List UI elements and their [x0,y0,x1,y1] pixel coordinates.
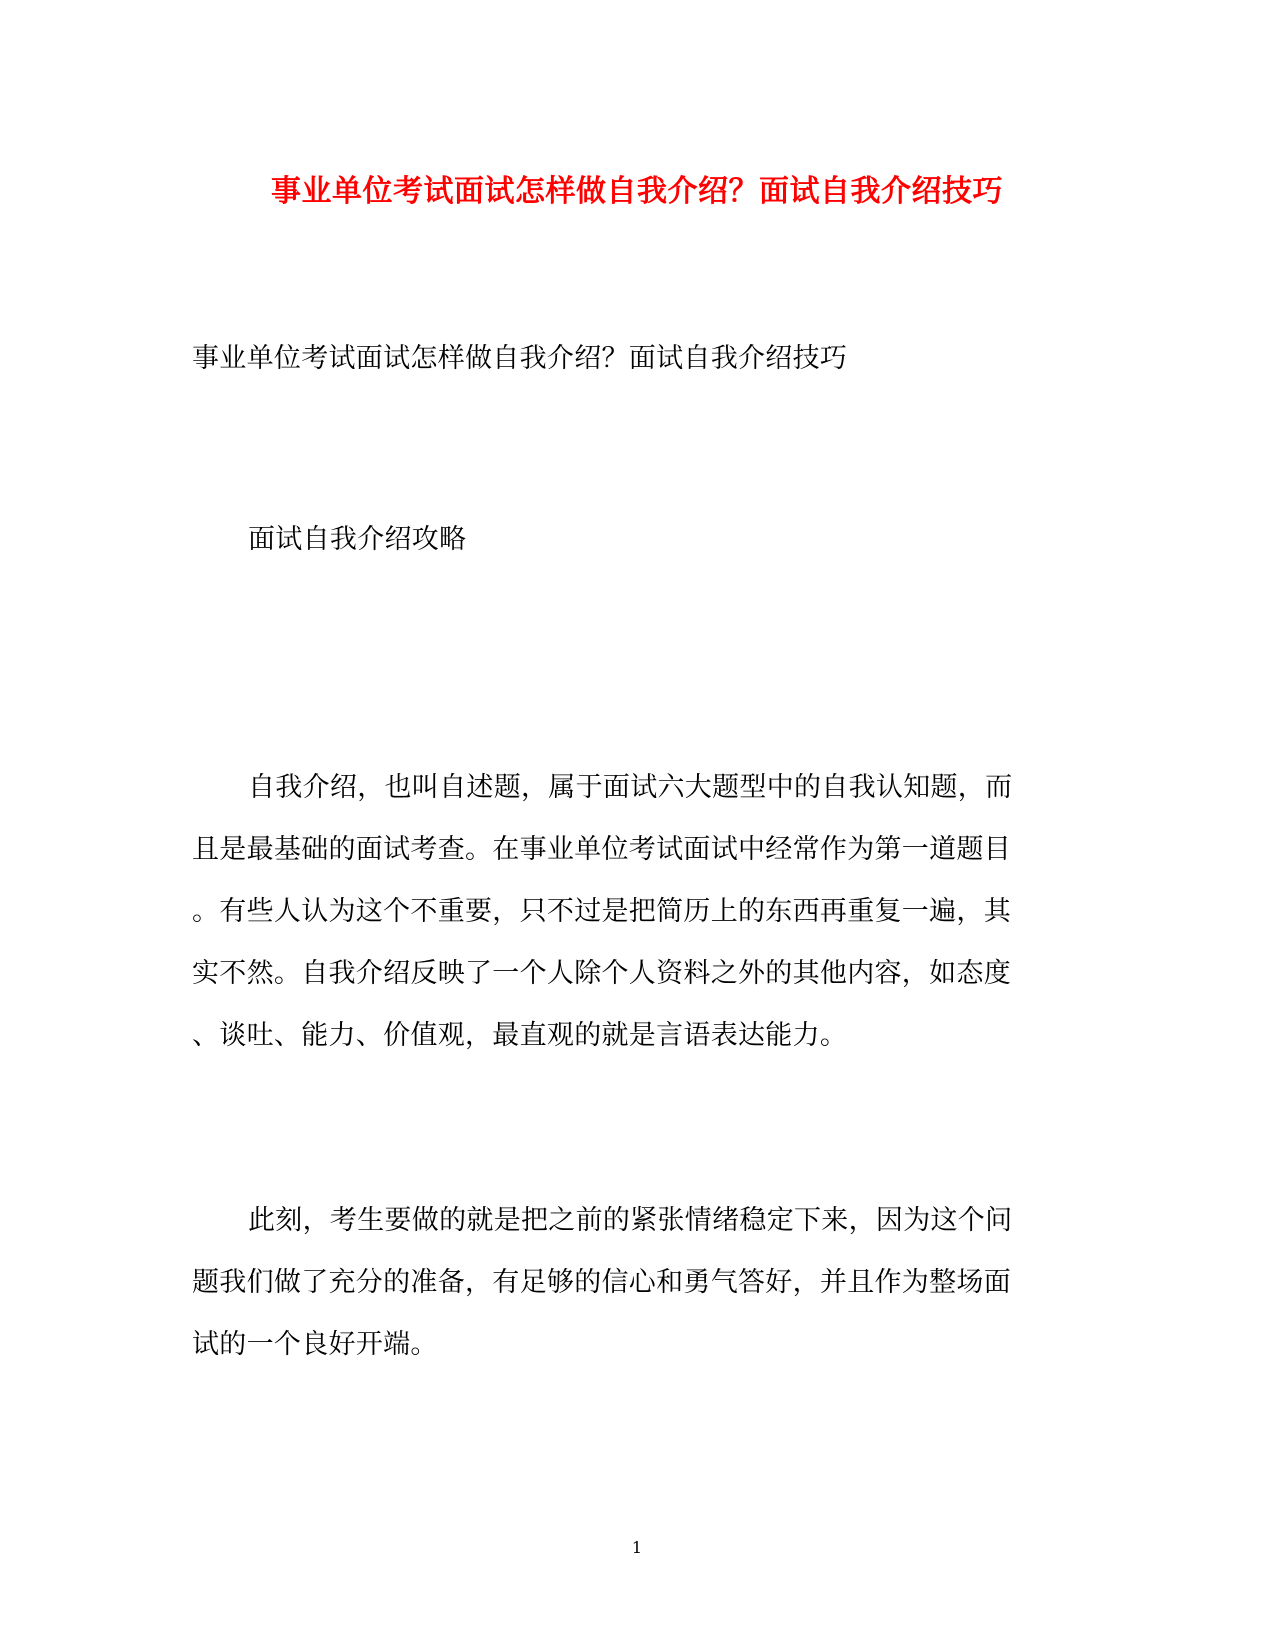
paragraph-line: 、谈吐、能力、价值观，最直观的就是言语表达能力。 [192,1020,848,1051]
paragraph-line: 此刻，考生要做的就是把之前的紧张情绪稳定下来，因为这个问 [248,1205,1013,1236]
paragraph-line: 且是最基础的面试考查。在事业单位考试面试中经常作为第一道题目 [192,834,1011,865]
paragraph-line: 题我们做了充分的准备，有足够的信心和勇气答好，并且作为整场面 [192,1267,1011,1298]
paragraph-line: 试的一个良好开端。 [192,1329,438,1360]
paragraph-line: 。有些人认为这个不重要，只不过是把简历上的东西再重复一遍，其 [192,896,1011,927]
page-number: 1 [631,1538,643,1557]
document-subtitle: 事业单位考试面试怎样做自我介绍？面试自我介绍技巧 [192,343,848,374]
paragraph-line: 自我介绍，也叫自述题，属于面试六大题型中的自我认知题，而 [248,772,1013,803]
paragraph-line: 实不然。自我介绍反映了一个人除个人资料之外的其他内容，如态度 [192,958,1011,989]
document-title: 事业单位考试面试怎样做自我介绍？面试自我介绍技巧 [271,174,1003,209]
section-heading: 面试自我介绍攻略 [248,524,467,555]
